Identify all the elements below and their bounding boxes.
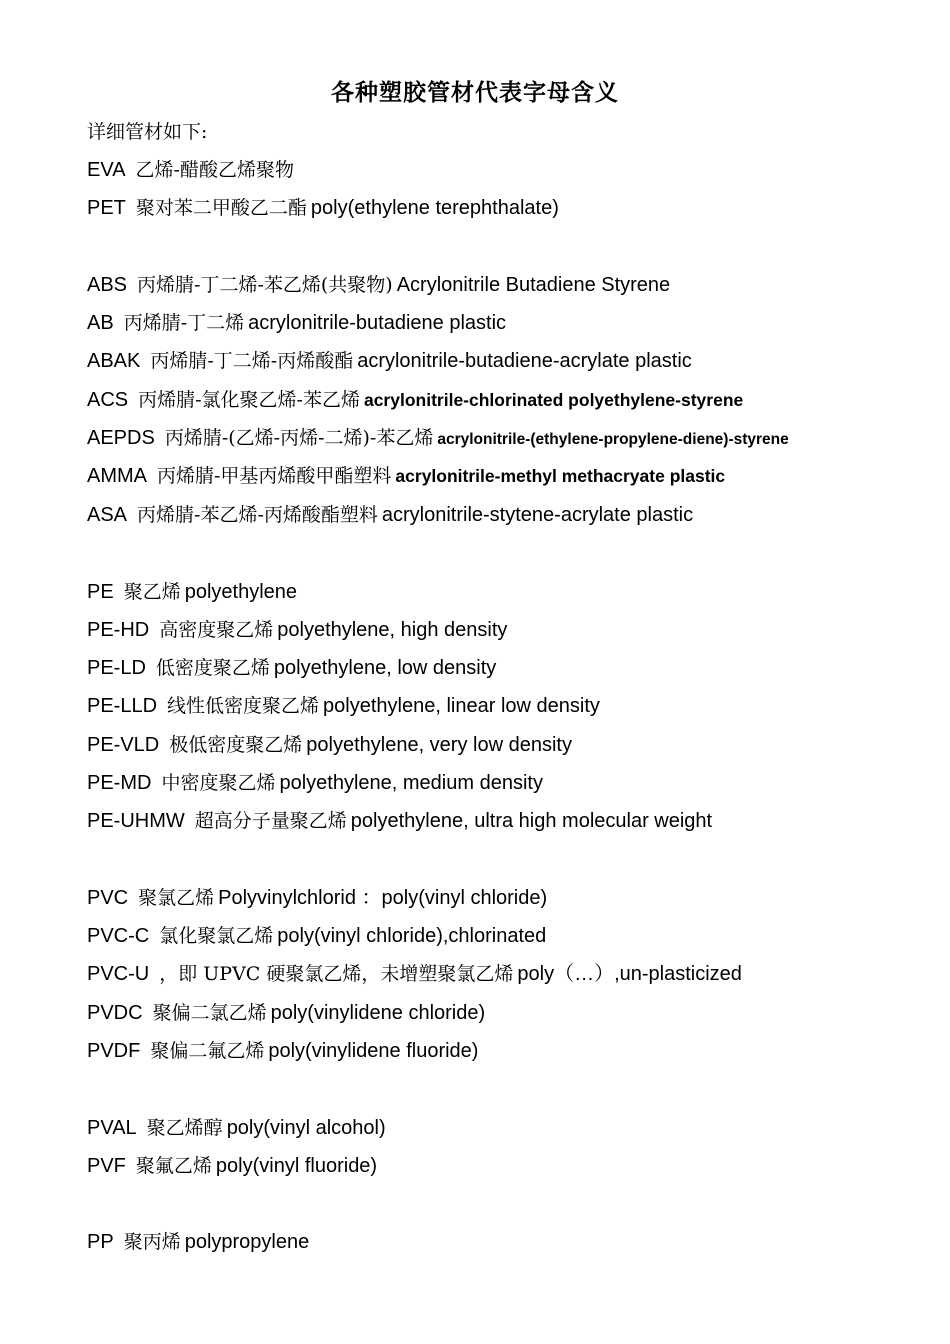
entry-english: poly(vinyl fluoride) xyxy=(215,1155,378,1177)
entry-english: acrylonitrile-stytene-acrylate plastic xyxy=(381,504,694,526)
intro-text: 详细管材如下: xyxy=(87,121,208,143)
entry-chinese: 丙烯腈-丁二烯-苯乙烯(共聚物) xyxy=(137,274,393,296)
entry-chinese: 超高分子量聚乙烯 xyxy=(194,810,347,832)
entry-asa xyxy=(87,503,693,527)
entry-chinese: ，即 UPVC 硬聚氯乙烯，未增塑聚氯乙烯 xyxy=(159,963,514,985)
entry-abbr: PE-VLD xyxy=(87,734,160,756)
entry-abbr: ABAK xyxy=(87,350,141,372)
entry-chinese: 聚氟乙烯 xyxy=(135,1155,212,1177)
entry-english: polyethylene, medium density xyxy=(279,772,543,794)
document-title: 各种塑胶管材代表字母含义 xyxy=(331,80,619,106)
entry-abbr: PET xyxy=(87,197,126,219)
entry-chinese: 聚偏二氯乙烯 xyxy=(152,1002,267,1024)
entry-english: poly(ethylene terephthalate) xyxy=(310,197,559,219)
entry-pvdf xyxy=(87,1039,478,1063)
entry-pe-md xyxy=(87,771,543,795)
entry-abbr: PP xyxy=(87,1231,114,1253)
entry-pvdc xyxy=(87,1001,485,1025)
entry-abbr: PVC xyxy=(87,887,129,909)
entry-abbr: PVC-C xyxy=(87,925,150,947)
entry-pe-lld xyxy=(87,694,600,718)
entry-english: polyethylene, high density xyxy=(277,619,508,641)
entry-chinese: 氯化聚氯乙烯 xyxy=(159,925,274,947)
entry-pe-hd xyxy=(87,618,507,642)
entry-abbr: PE-UHMW xyxy=(87,810,185,832)
entry-abbr: AB xyxy=(87,312,114,334)
entry-pp xyxy=(87,1230,309,1254)
entry-chinese: 丙烯腈-氯化聚乙烯-苯乙烯 xyxy=(138,389,360,411)
entry-abak xyxy=(87,349,692,373)
entry-english: polyethylene, ultra high molecular weight xyxy=(350,810,713,832)
entry-chinese: 丙烯腈-苯乙烯-丙烯酸酯塑料 xyxy=(137,504,378,526)
entry-pe-uhmw xyxy=(87,809,712,833)
entry-english: poly(vinyl alcohol) xyxy=(226,1117,386,1139)
entry-acs xyxy=(87,388,743,412)
entry-abbr: AEPDS xyxy=(87,427,155,449)
entry-english: polyethylene, very low density xyxy=(306,734,572,756)
entry-abbr: AMMA xyxy=(87,465,147,487)
entry-english: acrylonitrile-butadiene-acrylate plastic xyxy=(357,350,692,372)
entry-chinese: 丙烯腈-丁二烯 xyxy=(123,312,245,334)
entry-pvc xyxy=(87,886,547,910)
entry-english: acrylonitrile-(ethylene-propylene-diene)-styrene xyxy=(437,431,789,448)
entry-chinese: 聚丙烯 xyxy=(123,1231,181,1253)
entry-pvc-u xyxy=(87,962,742,986)
entry-english: polyethylene xyxy=(184,581,298,603)
entry-pvc-c xyxy=(87,924,546,948)
entry-abbr: ACS xyxy=(87,389,129,411)
entry-abbr: PVF xyxy=(87,1155,126,1177)
entry-english: poly(vinylidene chloride) xyxy=(270,1002,486,1024)
entry-chinese: 丙烯腈-(乙烯-丙烯-二烯)-苯乙烯 xyxy=(164,427,434,449)
entry-abbr: PE-MD xyxy=(87,772,152,794)
entry-abs xyxy=(87,273,670,297)
entry-pet xyxy=(87,196,559,220)
entry-chinese: 乙烯-醋酸乙烯聚物 xyxy=(135,159,294,181)
entry-english: polypropylene xyxy=(184,1231,310,1253)
entry-chinese: 极低密度聚乙烯 xyxy=(169,734,303,756)
entry-chinese: 高密度聚乙烯 xyxy=(159,619,274,641)
entry-chinese: 低密度聚乙烯 xyxy=(155,657,270,679)
entry-abbr: ABS xyxy=(87,274,128,296)
entry-pval xyxy=(87,1116,386,1140)
entry-chinese: 聚乙烯 xyxy=(123,581,181,603)
entry-amma xyxy=(87,464,725,488)
entry-chinese: 线性低密度聚乙烯 xyxy=(167,695,320,717)
entry-abbr: EVA xyxy=(87,159,126,181)
entry-abbr: ASA xyxy=(87,504,128,526)
entry-english: polyethylene, linear low density xyxy=(323,695,600,717)
entry-abbr: PVDF xyxy=(87,1040,141,1062)
entry-pe-ld xyxy=(87,656,496,680)
entry-abbr: PVDC xyxy=(87,1002,143,1024)
entry-chinese: 聚氯乙烯 xyxy=(138,887,215,909)
entry-abbr: PE xyxy=(87,581,114,603)
entry-english: Polyvinylchlorid ：poly(vinyl chloride) xyxy=(218,887,548,909)
entry-abbr: PVAL xyxy=(87,1117,137,1139)
entry-english: poly(vinylidene fluoride) xyxy=(268,1040,479,1062)
entry-chinese: 中密度聚乙烯 xyxy=(161,772,276,794)
entry-aepds xyxy=(87,426,789,452)
entry-eva xyxy=(87,158,298,182)
entry-abbr: PE-LLD xyxy=(87,695,158,717)
entry-chinese: 聚乙烯醇 xyxy=(146,1117,223,1139)
entry-english: Acrylonitrile Butadiene Styrene xyxy=(396,274,671,296)
entry-english: acrylonitrile-methyl methacryate plastic xyxy=(395,466,726,486)
entry-ab xyxy=(87,311,506,335)
entry-chinese: 丙烯腈-甲基丙烯酸甲酯塑料 xyxy=(157,465,392,487)
entry-pvf xyxy=(87,1154,377,1178)
entry-english: acrylonitrile-chlorinated polyethylene-styrene xyxy=(363,390,744,410)
entry-english: poly(vinyl chloride),chlorinated xyxy=(277,925,547,947)
entry-english: polyethylene, low density xyxy=(273,657,497,679)
entry-english: poly（…）,un-plasticized xyxy=(517,963,742,985)
entry-pe-vld xyxy=(87,733,572,757)
entry-pe xyxy=(87,580,297,604)
entry-abbr: PE-LD xyxy=(87,657,146,679)
entry-chinese: 聚偏二氟乙烯 xyxy=(150,1040,265,1062)
entry-english: acrylonitrile-butadiene plastic xyxy=(248,312,507,334)
entry-abbr: PE-HD xyxy=(87,619,150,641)
entry-chinese: 丙烯腈-丁二烯-丙烯酸酯 xyxy=(150,350,354,372)
entry-abbr: PVC-U xyxy=(87,963,150,985)
entry-chinese: 聚对苯二甲酸乙二酯 xyxy=(135,197,307,219)
